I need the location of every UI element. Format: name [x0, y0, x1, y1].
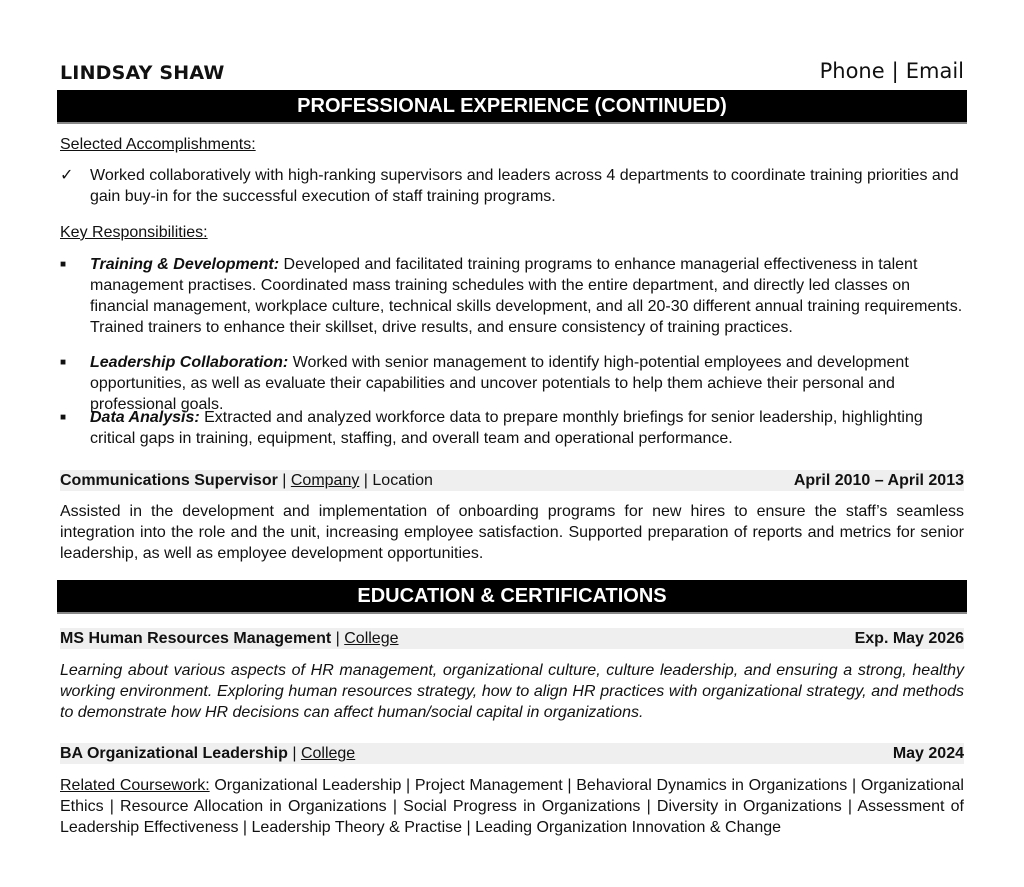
email-text: Email: [905, 59, 964, 83]
degree-date: Exp. May 2026: [854, 630, 964, 647]
responsibility-item: [60, 407, 964, 449]
responsibility-lead: Leadership Collaboration:: [90, 354, 289, 371]
section-header-experience: PROFESSIONAL EXPERIENCE (CONTINUED): [57, 90, 967, 124]
degree-separator: |: [287, 745, 301, 762]
responsibility-text: Developed and facilitated training programs to enhance managerial effectiveness in talent management practises. Coordinated mass training schedules with the entire department, and directly led classes on financial management, workplace culture, technical skills development, and all 20-30 different annual training requirements. Trained trainers to enhance their skillset, drive results, and ensure consistency of training practices.: [90, 256, 963, 336]
company-name: Company: [290, 472, 360, 489]
square-bullet-icon: ■: [60, 259, 67, 270]
square-bullet-icon: ■: [60, 412, 67, 423]
responsibility-item: [60, 254, 964, 338]
resume-header: [60, 58, 964, 88]
job-location: Location: [372, 472, 433, 489]
square-bullet-icon: ■: [60, 357, 67, 368]
accomplishment-text: Worked collaboratively with high-ranking supervisors and leaders across 4 departments to coordinate training priorities and gain buy-in for the successful execution of staff training programs.: [90, 167, 959, 205]
job-description: Assisted in the development and implementation of onboarding programs for new hires to ensure the staff’s seamless integration into the role and the unit, increasing employee satisfaction. Supported preparation of reports and metrics for senior leadership, as well as employee development opportunities.: [60, 503, 964, 562]
job-dates: April 2010 – April 2013: [793, 472, 964, 489]
responsibility-lead: Training & Development:: [90, 256, 280, 273]
degree-description: Learning about various aspects of HR management, organizational culture, culture leadership, and ensuring a strong, healthy working environment. Exploring human resources strategy, how to align HR practices with organizational strategy, and methods to demonstrate how HR decisions can affect human/social capital in organizations.: [60, 662, 964, 721]
responsibility-text: Worked with senior management to identify high-potential employees and development opportunities, as well as evaluate their capabilities and uncover potentials to help them achieve their personal and professional goals.: [90, 354, 909, 413]
coursework-list: Organizational Leadership | Project Management | Behavioral Dynamics in Organizations | Organizational Ethics | Resource Allocation in Organizations | Social Progress in Organizations | Diversity in Organizations | Assessment of Leadership Effectiveness | Leadership Theory & Practise | Leading Organization Innovation & Change: [60, 777, 964, 836]
education-row: [60, 628, 964, 649]
coursework-label: Related Coursework:: [60, 777, 210, 794]
responsibilities-label: Key Responsibilities:: [60, 224, 208, 241]
degree-name: MS Human Resources Management: [60, 630, 332, 647]
school-name: College: [344, 630, 399, 647]
education-row: [60, 743, 964, 764]
degree-separator: |: [331, 630, 345, 647]
accomplishment-item: [60, 165, 964, 207]
job-separator: |: [359, 472, 373, 489]
job-separator: |: [277, 472, 291, 489]
phone-text: Phone: [819, 59, 885, 83]
responsibility-lead: Data Analysis:: [90, 409, 200, 426]
coursework-paragraph: [60, 775, 964, 838]
school-name: College: [300, 745, 356, 762]
candidate-name: LINDSAY SHAW: [60, 62, 225, 84]
job-row: [60, 470, 964, 491]
degree-date: May 2024: [892, 745, 964, 762]
responsibility-item: [60, 352, 964, 415]
job-title: Communications Supervisor: [60, 472, 278, 489]
responsibility-text: Extracted and analyzed workforce data to prepare monthly briefings for senior leadership, highlighting critical gaps in training, equipment, staffing, and overall team and operational performance.: [90, 409, 923, 447]
section-header-education: EDUCATION & CERTIFICATIONS: [57, 580, 967, 614]
checkmark-icon: ✓: [60, 167, 74, 184]
contact-separator: |: [891, 59, 899, 83]
contact-info: [820, 59, 964, 83]
accomplishments-label: Selected Accomplishments:: [60, 136, 256, 153]
degree-name: BA Organizational Leadership: [60, 745, 288, 762]
